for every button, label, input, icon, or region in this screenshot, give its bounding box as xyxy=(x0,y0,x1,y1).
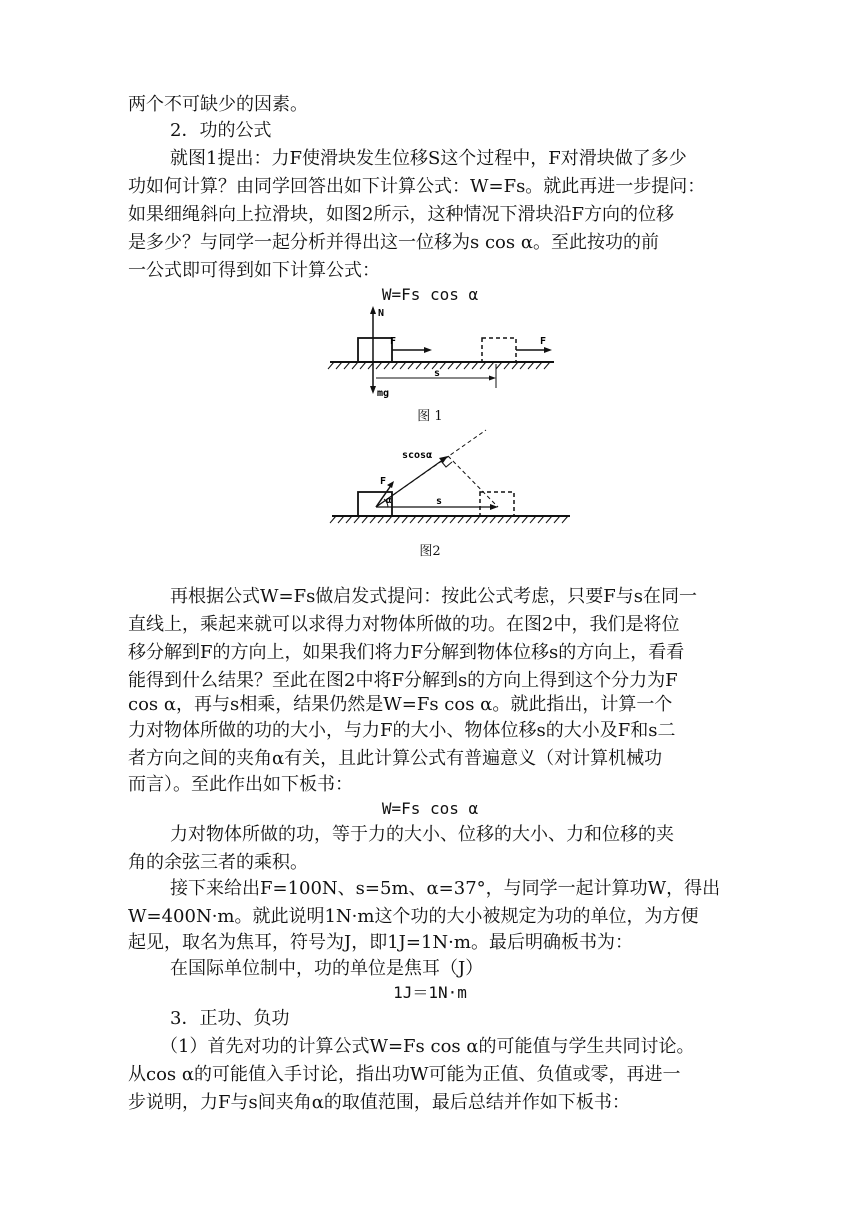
formula-display: W=Fs cos α xyxy=(381,285,479,304)
figure-2-label-angle: α xyxy=(386,496,392,506)
text-line: 是多少？与同学一起分析并得出这一位移为s cos α。至此按功的前 xyxy=(128,232,659,253)
figure-1-label-force-right: F xyxy=(540,336,547,347)
text-line: 接下来给出F=100N、s=5m、α=37°，与同学一起计算功W，得出 xyxy=(170,878,721,899)
figure-1-caption: 图 1 xyxy=(417,409,443,424)
text-line: 就图1提出：力F使滑块发生位移S这个过程中，F对滑块做了多少 xyxy=(170,148,687,169)
text-line: 再根据公式W=Fs做启发式提问：按此公式考虑，只要F与s在同一 xyxy=(170,586,698,607)
text-line: 如果细绳斜向上拉滑块，如图2所示，这种情况下滑块沿F方向的位移 xyxy=(128,204,674,225)
figure-2-caption: 图2 xyxy=(419,544,441,559)
text-line: 力对物体所做的功的大小，与力F的大小、物体位移s的大小及F和s二 xyxy=(128,720,676,741)
text-line: 两个不可缺少的因素。 xyxy=(128,94,308,115)
figure-1-label-weight: mg xyxy=(377,388,390,399)
formula-display: W=Fs cos α xyxy=(381,799,479,818)
figure-1-label-displacement: s xyxy=(434,368,441,379)
figure-2-label-displacement: s xyxy=(436,496,443,507)
text-line: 从cos α的可能值入手讨论，指出功W可能为正值、负值或零，再进一 xyxy=(128,1064,681,1085)
text-line: 步说明，力F与s间夹角α的取值范围，最后总结并作如下板书： xyxy=(128,1092,630,1113)
text-line: （1）首先对功的计算公式W=Fs cos α的可能值与学生共同讨论。 xyxy=(160,1036,695,1057)
text-line: W=400N·m。就此说明1N·m这个功的大小被规定为功的单位，为方便 xyxy=(128,906,699,927)
section-heading-formula: 2．功的公式 xyxy=(170,120,272,141)
figure-2-diagram xyxy=(328,428,574,524)
figure-1-label-force-left: F xyxy=(390,336,397,347)
unit-formula: 1J＝1N·m xyxy=(393,983,467,1002)
text-line: 而言）。至此作出如下板书： xyxy=(128,774,353,795)
text-line: 在国际单位制中，功的单位是焦耳（J） xyxy=(170,958,484,979)
text-line: 能得到什么结果？至此在图2中将F分解到s的方向上得到这个分力为F xyxy=(128,670,678,691)
figure-2-label-force: F xyxy=(380,476,387,487)
text-line: 直线上，乘起来就可以求得力对物体所做的功。在图2中，我们是将位 xyxy=(128,614,680,635)
figure-2-label-projection: scosα xyxy=(402,450,433,461)
text-line: 起见，取名为焦耳，符号为J，即1J=1N·m。最后明确板书为： xyxy=(128,932,633,953)
section-heading-positive-negative: 3．正功、负功 xyxy=(170,1008,290,1029)
text-line: 力对物体所做的功，等于力的大小、位移的大小、力和位移的夹 xyxy=(170,824,674,845)
text-line: 者方向之间的夹角α有关，且此计算公式有普遍意义（对计算机械功 xyxy=(128,748,663,769)
text-line: cos α，再与s相乘，结果仍然是W=Fs cos α。就此指出，计算一个 xyxy=(128,694,673,715)
figure-1-label-normal: N xyxy=(378,308,385,319)
text-line: 一公式即可得到如下计算公式： xyxy=(128,260,380,281)
text-line: 角的余弦三者的乘积。 xyxy=(128,852,308,873)
figure-1-diagram xyxy=(320,302,560,404)
text-line: 功如何计算？由同学回答出如下计算公式：W=Fs。就此再进一步提问： xyxy=(128,176,706,197)
text-line: 移分解到F的方向上，如果我们将力F分解到物体位移s的方向上，看看 xyxy=(128,642,685,663)
